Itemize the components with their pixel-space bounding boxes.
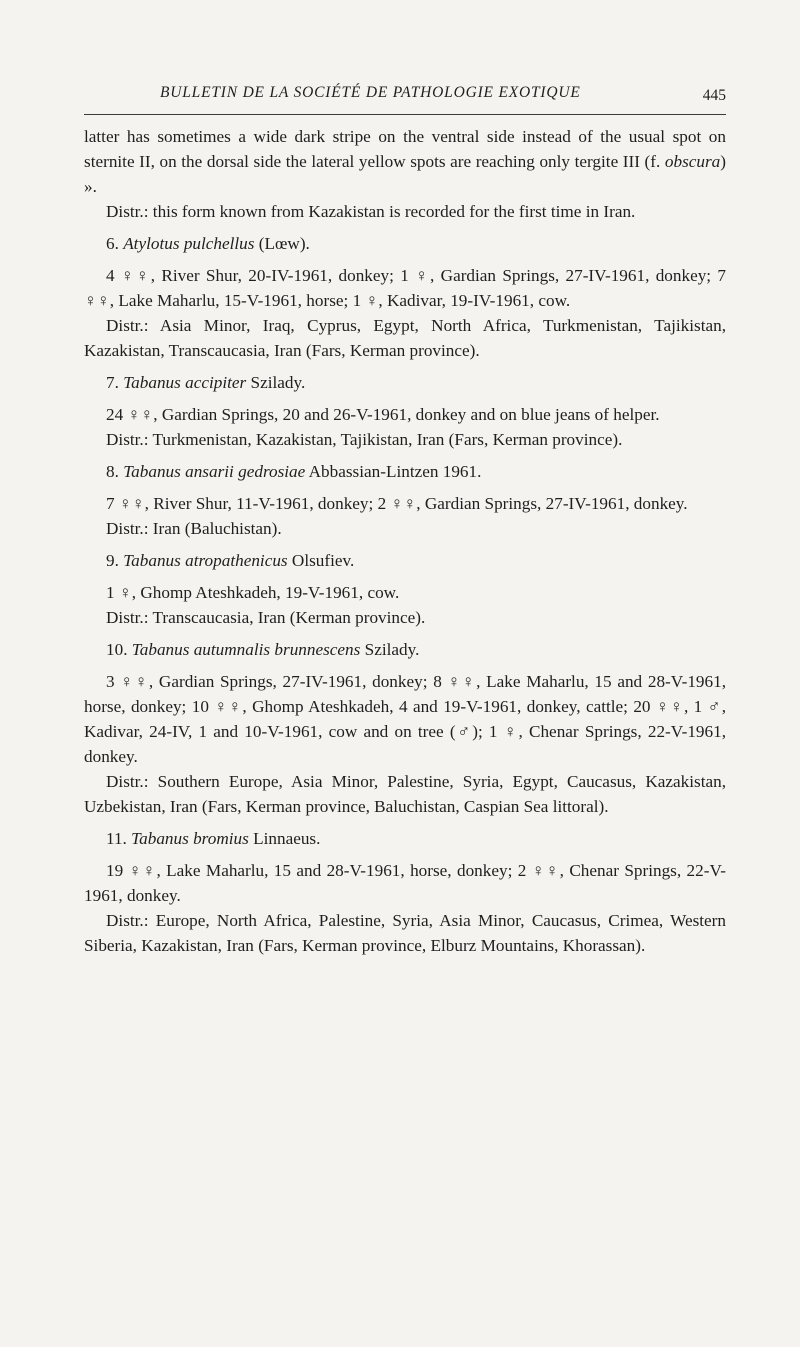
species-name: Tabanus atropathenicus — [123, 551, 288, 570]
species-number: 11. — [106, 829, 132, 848]
distribution-text: Distr.: Europe, North Africa, Palestine, Syria, Asia Minor, Caucasus, Crimea, Western Siberia, Kazakistan, Iran (Fars, Kerman province, Elburz Mountains, Khorassan). — [84, 911, 726, 955]
form-name: obscura — [664, 152, 721, 171]
species-author: (Lœw). — [254, 234, 310, 253]
species-author: Olsufiev. — [287, 551, 355, 570]
species-heading — [84, 231, 726, 256]
collection-records: 24 ♀♀, Gardian Springs, 20 and 26-V-1961, donkey and on blue jeans of helper. — [106, 405, 660, 424]
species-heading — [84, 459, 726, 484]
species-name: Tabanus accipiter — [123, 373, 247, 392]
distribution-text: Distr.: Transcaucasia, Iran (Kerman province). — [106, 608, 426, 627]
running-head: BULLETIN DE LA SOCIÉTÉ DE PATHOLOGIE EXOTIQUE — [160, 84, 581, 101]
collection-records: 1 ♀, Ghomp Ateshkadeh, 19-V-1961, cow. — [106, 583, 400, 602]
intro-paragraph — [84, 124, 726, 199]
species-name: Tabanus bromius — [131, 829, 249, 848]
species-number: 6. — [106, 234, 124, 253]
species-number: 10. — [106, 640, 132, 659]
species-heading — [84, 637, 726, 662]
collection-records: 7 ♀♀, River Shur, 11-V-1961, donkey; 2 ♀♀, Gardian Springs, 27-IV-1961, donkey. — [106, 494, 688, 513]
species-heading — [84, 826, 726, 851]
collection-records: 3 ♀♀, Gardian Springs, 27-IV-1961, donkey; 8 ♀♀, Lake Maharlu, 15 and 28-V-1961, horse, donkey; 10 ♀♀, Ghomp Ateshkadeh, 4 and 19-V-1961, donkey, cattle; 20 ♀♀, 1 ♂, Kadivar, 24-IV, 1 and 10-V-1961, cow and on tree (♂); 1 ♀, Chenar Springs, 22-V-1961, donkey. — [84, 672, 726, 766]
species-author: Szilady. — [246, 373, 306, 392]
species-author: Linnaeus. — [248, 829, 321, 848]
intro-text-end: ) ». — [84, 152, 726, 196]
distribution-text: Distr.: Southern Europe, Asia Minor, Palestine, Syria, Egypt, Caucasus, Kazakistan, Uzbekistan, Iran (Fars, Kerman province, Baluchistan, Caspian Sea littoral). — [84, 772, 726, 816]
collection-records: 4 ♀♀, River Shur, 20-IV-1961, donkey; 1 ♀, Gardian Springs, 27-IV-1961, donkey; 7 ♀♀, Lake Maharlu, 15-V-1961, horse; 1 ♀, Kadivar, 19-IV-1961, cow. — [84, 266, 726, 310]
distribution-text: Distr.: Iran (Baluchistan). — [106, 519, 282, 538]
species-heading — [84, 370, 726, 395]
page-header — [84, 82, 726, 115]
species-name: Tabanus autumnalis brunnescens — [131, 640, 361, 659]
distribution-text: Distr.: Turkmenistan, Kazakistan, Tajikistan, Iran (Fars, Kerman province). — [106, 430, 623, 449]
species-author: Szilady. — [360, 640, 420, 659]
distribution-text: Distr.: this form known from Kazakistan is recorded for the first time in Iran. — [106, 202, 636, 221]
distribution-text: Distr.: Asia Minor, Iraq, Cyprus, Egypt, North Africa, Turkmenistan, Tajikistan, Kazakistan, Transcaucasia, Iran (Fars, Kerman province). — [84, 316, 726, 360]
species-author: Abbassian-Lintzen 1961. — [305, 462, 482, 481]
species-name: Atylotus pulchellus — [123, 234, 255, 253]
article-body — [84, 124, 726, 958]
species-name: Tabanus ansarii gedrosiae — [123, 462, 306, 481]
species-number: 9. — [106, 551, 124, 570]
collection-records: 19 ♀♀, Lake Maharlu, 15 and 28-V-1961, horse, donkey; 2 ♀♀, Chenar Springs, 22-V-1961, donkey. — [84, 861, 726, 905]
species-heading — [84, 548, 726, 573]
page-number: 445 — [702, 87, 726, 104]
intro-text: latter has sometimes a wide dark stripe on the ventral side instead of the usual spot on sternite II, on the dorsal side the lateral yellow spots are reaching only tergite III (f. — [84, 127, 726, 171]
species-number: 7. — [106, 373, 124, 392]
species-number: 8. — [106, 462, 124, 481]
